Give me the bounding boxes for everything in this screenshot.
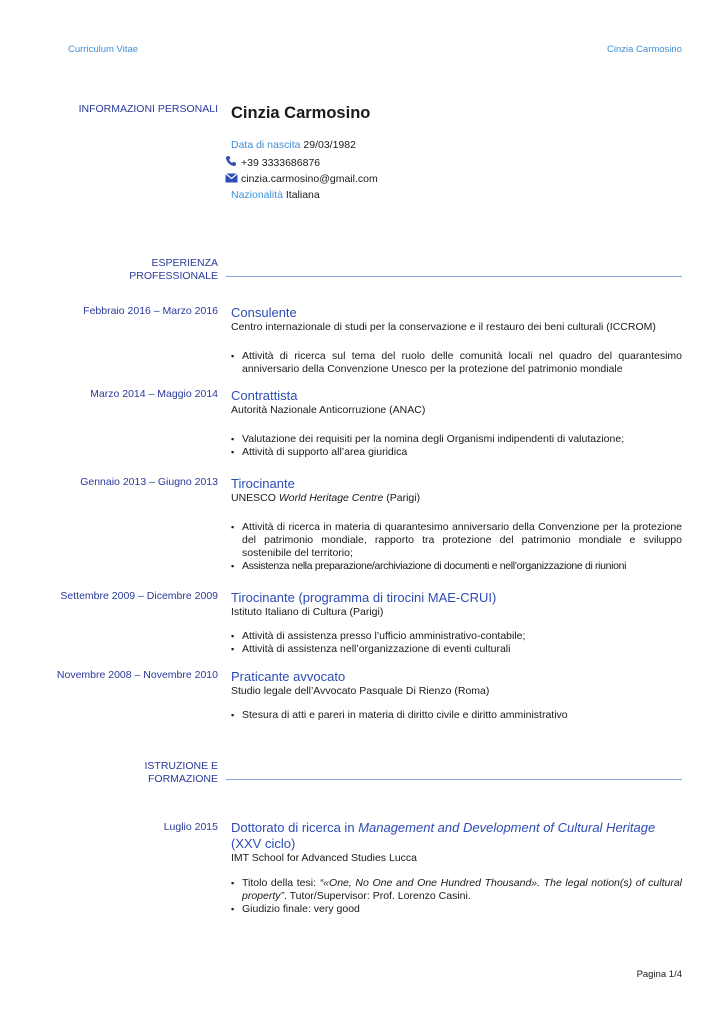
header-right: Cinzia Carmosino: [607, 44, 682, 55]
job-org: Centro internazionale di studi per la conservazione e il restauro dei beni culturali (ICCROM): [231, 321, 656, 333]
job-org: Studio legale dell’Avvocato Pasquale Di Rienzo (Roma): [231, 685, 490, 697]
thesis-title: “«One, No One and One Hundred Thousand». The legal notion(s) of cultural property”: [242, 877, 683, 902]
section-experience-line2: PROFESSIONALE: [129, 270, 218, 282]
education-title: [231, 820, 682, 852]
education-title-suffix: (XXV ciclo): [231, 836, 296, 851]
nationality-label: Nazionalità: [231, 189, 283, 201]
job-org: Istituto Italiano di Cultura (Parigi): [231, 606, 384, 618]
thesis-label: Titolo della tesi:: [242, 877, 317, 889]
job-role: Contrattista: [231, 388, 298, 403]
job-bullet: ▪ Attività di ricerca sul tema del ruolo delle comunità locali nel quadro del quarantesimo anniversario della Convenzione Unesco per la protezione del patrimonio mondiale: [231, 350, 682, 376]
job-org: [231, 492, 682, 505]
job-bullets: [231, 350, 682, 376]
job-bullet: ▪ Attività di supporto all’area giuridica: [231, 446, 682, 459]
job-entry: [231, 305, 682, 376]
email-icon: [225, 173, 237, 184]
section-education: [144, 760, 218, 786]
person-name: Cinzia Carmosino: [231, 104, 371, 122]
education-bullets: [231, 877, 682, 916]
email-row: [225, 173, 378, 185]
education-title-italic: Management and Development of Cultural Heritage: [358, 820, 656, 835]
section-experience-line1: ESPERIENZA: [151, 257, 218, 269]
job-role: Consulente: [231, 305, 297, 320]
job-entry: [231, 388, 682, 459]
job-bullet: ▪ Attività di ricerca in materia di quarantesimo anniversario della Convenzione per la protezione del patrimonio mondiale, rapporto tra protezione del patrimonio mondiale e sviluppo sostenibile del territorio;: [231, 521, 682, 560]
education-entry: [231, 820, 682, 916]
job-bullets: [231, 630, 682, 656]
nationality-row: [231, 189, 682, 202]
job-entry: [231, 476, 682, 573]
job-org-italic: World Heritage Centre: [278, 492, 384, 504]
birth-value: 29/03/1982: [303, 139, 356, 151]
education-org: IMT School for Advanced Studies Lucca: [231, 852, 417, 864]
education-thesis: [231, 877, 682, 903]
job-role: Tirocinante: [231, 476, 295, 491]
job-bullets: [231, 521, 682, 573]
section-divider: [226, 276, 682, 277]
job-entry: [231, 669, 682, 722]
job-role: Tirocinante (programma di tirocini MAE-CRUI): [231, 590, 497, 605]
job-date: Marzo 2014 – Maggio 2014: [90, 388, 218, 400]
thesis-tutor: . Tutor/Supervisor: Prof. Lorenzo Casini.: [284, 890, 471, 902]
section-divider: [226, 779, 682, 780]
job-bullet: ▪ Valutazione dei requisiti per la nomina degli Organismi indipendenti di valutazione;: [231, 433, 682, 446]
birth-row: [231, 139, 682, 152]
education-title-prefix: Dottorato di ricerca in: [231, 820, 355, 835]
job-date: Febbraio 2016 – Marzo 2016: [83, 305, 218, 317]
job-bullet: ▪ Assistenza nella preparazione/archiviazione di documenti e nell’organizzazione di riunioni: [231, 560, 682, 573]
phone-row: [225, 155, 320, 169]
header-left: Curriculum Vitae: [68, 44, 139, 55]
job-entry: [231, 590, 682, 656]
education-date: Luglio 2015: [163, 821, 218, 833]
section-personal-info: INFORMAZIONI PERSONALI: [78, 103, 218, 115]
job-org-suffix: (Parigi): [386, 492, 421, 504]
section-experience: [129, 257, 218, 283]
phone-number: +39 3333686876: [241, 157, 321, 169]
job-org: Autorità Nazionale Anticorruzione (ANAC): [231, 404, 426, 416]
job-bullet: ▪ Attività di assistenza presso l’ufficio amministrativo-contabile;: [231, 630, 682, 643]
birth-label: Data di nascita: [231, 139, 301, 151]
job-date: Novembre 2008 – Novembre 2010: [56, 669, 218, 681]
phone-icon: [225, 155, 237, 166]
education-judgement: ▪ Giudizio finale: very good: [231, 903, 682, 916]
job-bullet: ▪ Stesura di atti e pareri in materia di diritto civile e diritto amministrativo: [231, 709, 682, 722]
section-education-line1: ISTRUZIONE E: [144, 760, 218, 772]
section-education-line2: FORMAZIONE: [148, 773, 218, 785]
job-bullets: [231, 433, 682, 459]
job-bullet: ▪ Attività di assistenza nell’organizzazione di eventi culturali: [231, 643, 682, 656]
nationality-value: Italiana: [285, 189, 320, 201]
job-org-prefix: UNESCO: [231, 492, 276, 504]
job-role: Praticante avvocato: [231, 669, 346, 684]
email-address[interactable]: cinzia.carmosino@gmail.com: [241, 173, 378, 185]
job-date: Settembre 2009 – Dicembre 2009: [60, 590, 218, 602]
job-bullets: [231, 709, 682, 722]
page-number: Pagina 1/4: [636, 969, 682, 980]
job-date: Gennaio 2013 – Giugno 2013: [80, 476, 218, 488]
